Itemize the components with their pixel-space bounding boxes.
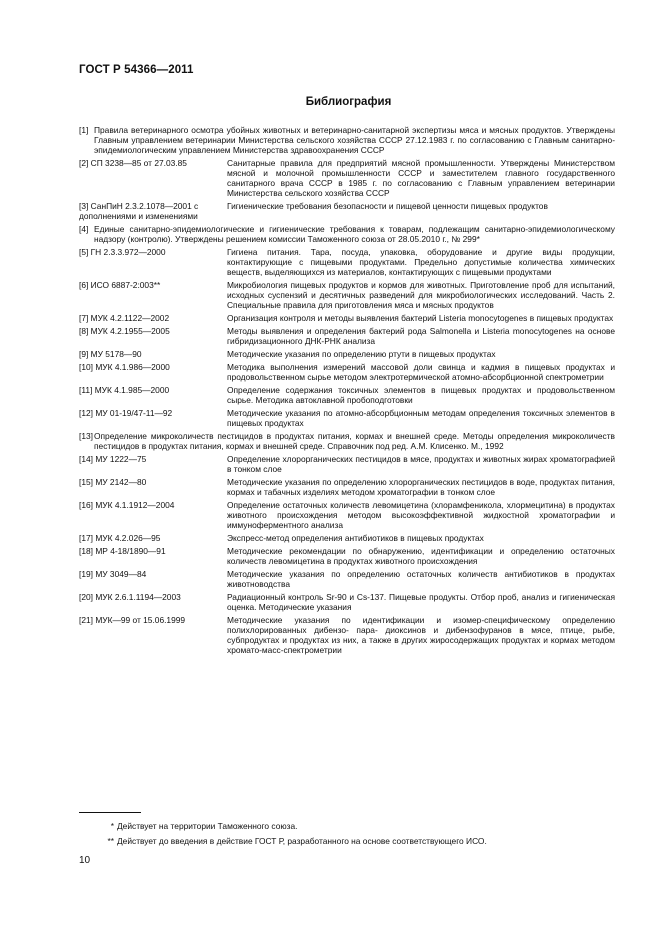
entry-description: Радиационный контроль Sr-90 и Cs-137. Пищевые продукты. Отбор проб, анализ и гигиеническая оценка. Методические указания [227,592,615,612]
entry-description: Гигиена питания. Тара, посуда, упаковка, оборудование и другие виды продукции, контактирующие с пищевыми продуктами. Предельно допустимые количества химических веществ, выделяющихся из материалов, контактирующих с пищевыми продуктами [227,247,615,277]
entry-description: Единые санитарно-эпидемиологические и гигиенические требования к товарам, подлежащим санитарно-эпидемиологическому надзору (контролю). Утверждены решением комиссии Таможенного союза от 28.05.2010 г., № 299* [94,224,615,244]
bibliography-entry [79,313,615,323]
entry-code: ИСО 6887-2:003** [90,280,161,290]
entry-code-column [79,362,227,382]
entry-code-column [79,247,227,277]
entry-code-column [79,592,227,612]
bibliography-entry [79,385,615,405]
bibliography-entry [79,500,615,530]
entry-number: [19] [79,569,93,579]
entry-code: МУ 3049—84 [95,569,147,579]
footnote-1 [100,819,620,834]
entry-description: Методические указания по определению остаточных количеств антибиотиков в продуктах животноводства [227,569,615,589]
entry-number: [6] [79,280,89,290]
entry-code: МУ 01-19/47-11—92 [95,408,173,418]
entry-number: [8] [79,326,89,336]
bibliography-entry [79,201,615,221]
entry-code-column [79,615,227,655]
entry-description: Методические указания по определению хлорорганических пестицидов в воде, продуктах питания, кормах и табачных изделиях методом хроматографии в тонком слое [227,477,615,497]
entry-number: [7] [79,313,89,323]
entry-number: [9] [79,349,89,359]
entry-number: [10] [79,362,93,372]
document-header: ГОСТ Р 54366—2011 [79,64,194,76]
bibliography-entry [79,533,615,543]
entry-code-column [79,477,227,497]
entry-number: [11] [79,385,93,395]
entry-code-column [79,280,227,310]
entry-code-column [79,533,227,543]
entry-number: [20] [79,592,93,602]
page-number: 10 [79,855,91,866]
entry-code: СанПиН 2.3.2.1078—2001 с дополнениями и изменениями [79,201,199,221]
entry-code: СП 3238—85 от 27.03.85 [90,158,187,168]
entry-code-column [79,454,227,474]
entry-number: [1] [79,125,89,135]
entry-code: ГН 2.3.3.972—2000 [90,247,166,257]
bibliography-entry [79,326,615,346]
entry-code: МУК—99 от 15.06.1999 [95,615,186,625]
bibliography-entry [79,362,615,382]
footnote-divider [79,812,141,813]
entry-number: [12] [79,408,93,418]
bibliography-entry [79,431,615,451]
entry-code: МУ 5178—90 [90,349,142,359]
entry-code-column [79,500,227,530]
entry-code: МР 4-18/1890—91 [95,546,166,556]
entry-code-column [79,349,227,359]
entry-code: МУК 4.1.1912—2004 [95,500,175,510]
entry-code: МУ 2142—80 [95,477,147,487]
bibliography-entry [79,247,615,277]
section-title: Библиография [305,96,392,108]
entry-number: [16] [79,500,93,510]
bibliography-entry [79,477,615,497]
entry-description: Определение остаточных количеств левомицетина (хлорамфеникола, хлормецитина) в продуктах животного происхождения методом высокоэффективной жидкостной хроматографии и иммуноферментного анализа [227,500,615,530]
footnote-mark: * [110,821,114,831]
entry-description: Экспресс-метод определения антибиотиков в пищевых продуктах [227,533,484,543]
footnote-mark: ** [107,836,114,846]
entry-code: МУК 4.1.986—2000 [95,362,170,372]
entry-number: [17] [79,533,93,543]
entry-number: [15] [79,477,93,487]
entry-description: Определение содержания токсичных элементов в пищевых продуктах и продовольственном сырье. Методика автоклавной пробоподготовки [227,385,615,405]
footnotes [100,819,620,849]
entry-code-column [79,158,227,198]
bibliography-entry [79,615,615,655]
entry-description: Правила ветеринарного осмотра убойных животных и ветеринарно-санитарной экспертизы мяса и мясных продуктов. Утверждены Главным управлением ветеринарии Министерства сельского хозяйства СССР 27.12.1983 г. по согласованию с Главным санитарно-эпидемиологическим управлением Министерства здравоохранения СССР [94,125,615,155]
entry-number: [18] [79,546,93,556]
entry-description: Микробиология пищевых продуктов и кормов для животных. Приготовление проб для испытаний, исходных суспензий и десятичных разведений для микробиологических исследований. Часть 2. Специальные правила для приготовления мяса и мясных продуктов [227,280,615,310]
entry-code-column [79,201,227,221]
entry-description: Методы выявления и определения бактерий рода Salmonella и Listeria monocytogenes на основе гибридизационного ДНК-РНК анализа [227,326,615,346]
bibliography-entry [79,349,615,359]
bibliography-entry [79,224,615,244]
bibliography-entry [79,592,615,612]
entry-description: Методические рекомендации по обнаружению, идентификации и определению остаточных количеств левомицетина в продуктах животного происхождения [227,546,615,566]
entry-code: МУ 1222—75 [95,454,147,464]
bibliography-entry [79,280,615,310]
entry-code: МУК 2.6.1.1194—2003 [95,592,181,602]
entry-description: Методические указания по атомно-абсорбционным методам определения токсичных элементов в пищевых продуктах [227,408,615,428]
bibliography-entry [79,569,615,589]
footnote-2 [100,834,620,849]
entry-description: Организация контроля и методы выявления бактерий Listeria monocytogenes в пищевых продуктах [227,313,614,323]
bibliography-entry [79,454,615,474]
entry-description: Методические указания по определению ртути в пищевых продуктах [227,349,496,359]
entry-number: [2] [79,158,89,168]
entry-number: [14] [79,454,93,464]
footnote-text: Действует на территории Таможенного союза. [117,821,298,831]
entry-description: Методические указания по идентификации и изомер-специфическому определению полихлорированных дибензо- пара- диоксинов и дибензофуранов в мясе, птице, рыбе, субпродуктах и продуктах из них, а также в других жиросодержащих продуктах и кормах методом хромато-масс-спектрометрии [227,615,615,655]
entry-number: [21] [79,615,93,625]
entry-number: [5] [79,247,89,257]
bibliography-entry [79,158,615,198]
entry-code: МУК 4.1.985—2000 [94,385,170,395]
entry-number: [4] [79,224,89,234]
entry-number: [3] [79,201,89,211]
entry-description: Методика выполнения измерений массовой доли свинца и кадмия в пищевых продуктах и продовольственном сырье методом электротермической атомно-абсорбционной спектрометрии [227,362,615,382]
entry-description: Санитарные правила для предприятий мясной промышленности. Утверждены Министерством мясной и молочной промышленности СССР и заместителем главного государственного санитарного врача СССР в 1985 г. по согласованию с Главным управлением ветеринарии Министерства сельского хозяйства СССР [227,158,615,198]
entry-code-column [79,408,227,428]
entry-code-column [79,313,227,323]
bibliography-list [79,125,615,658]
entry-description: Определение хлорорганических пестицидов в мясе, продуктах и животных жирах хроматографией в тонком слое [227,454,615,474]
entry-code-column [79,546,227,566]
bibliography-entry [79,408,615,428]
entry-description: Определение микроколичеств пестицидов в продуктах питания, кормах и внешней среде. Методы определения микроколичеств пестицидов в продуктах питания, кормах и внешней среде. Справочник под ред. А.М. Клисенко. М., 1992 [94,431,615,451]
entry-code-column [79,326,227,346]
entry-number: [13] [79,431,93,441]
bibliography-entry [79,546,615,566]
entry-code-column [79,385,227,405]
entry-code: МУК 4.2.1955—2005 [90,326,170,336]
entry-code: МУК 4.2.1122—2002 [90,313,170,323]
bibliography-entry [79,125,615,155]
entry-code: МУК 4.2.026—95 [95,533,161,543]
footnote-text: Действует до введения в действие ГОСТ Р, разработанного на основе соответствующего ИСО. [117,836,487,846]
entry-code-column [79,569,227,589]
entry-description: Гигиенические требования безопасности и пищевой ценности пищевых продуктов [227,201,548,211]
